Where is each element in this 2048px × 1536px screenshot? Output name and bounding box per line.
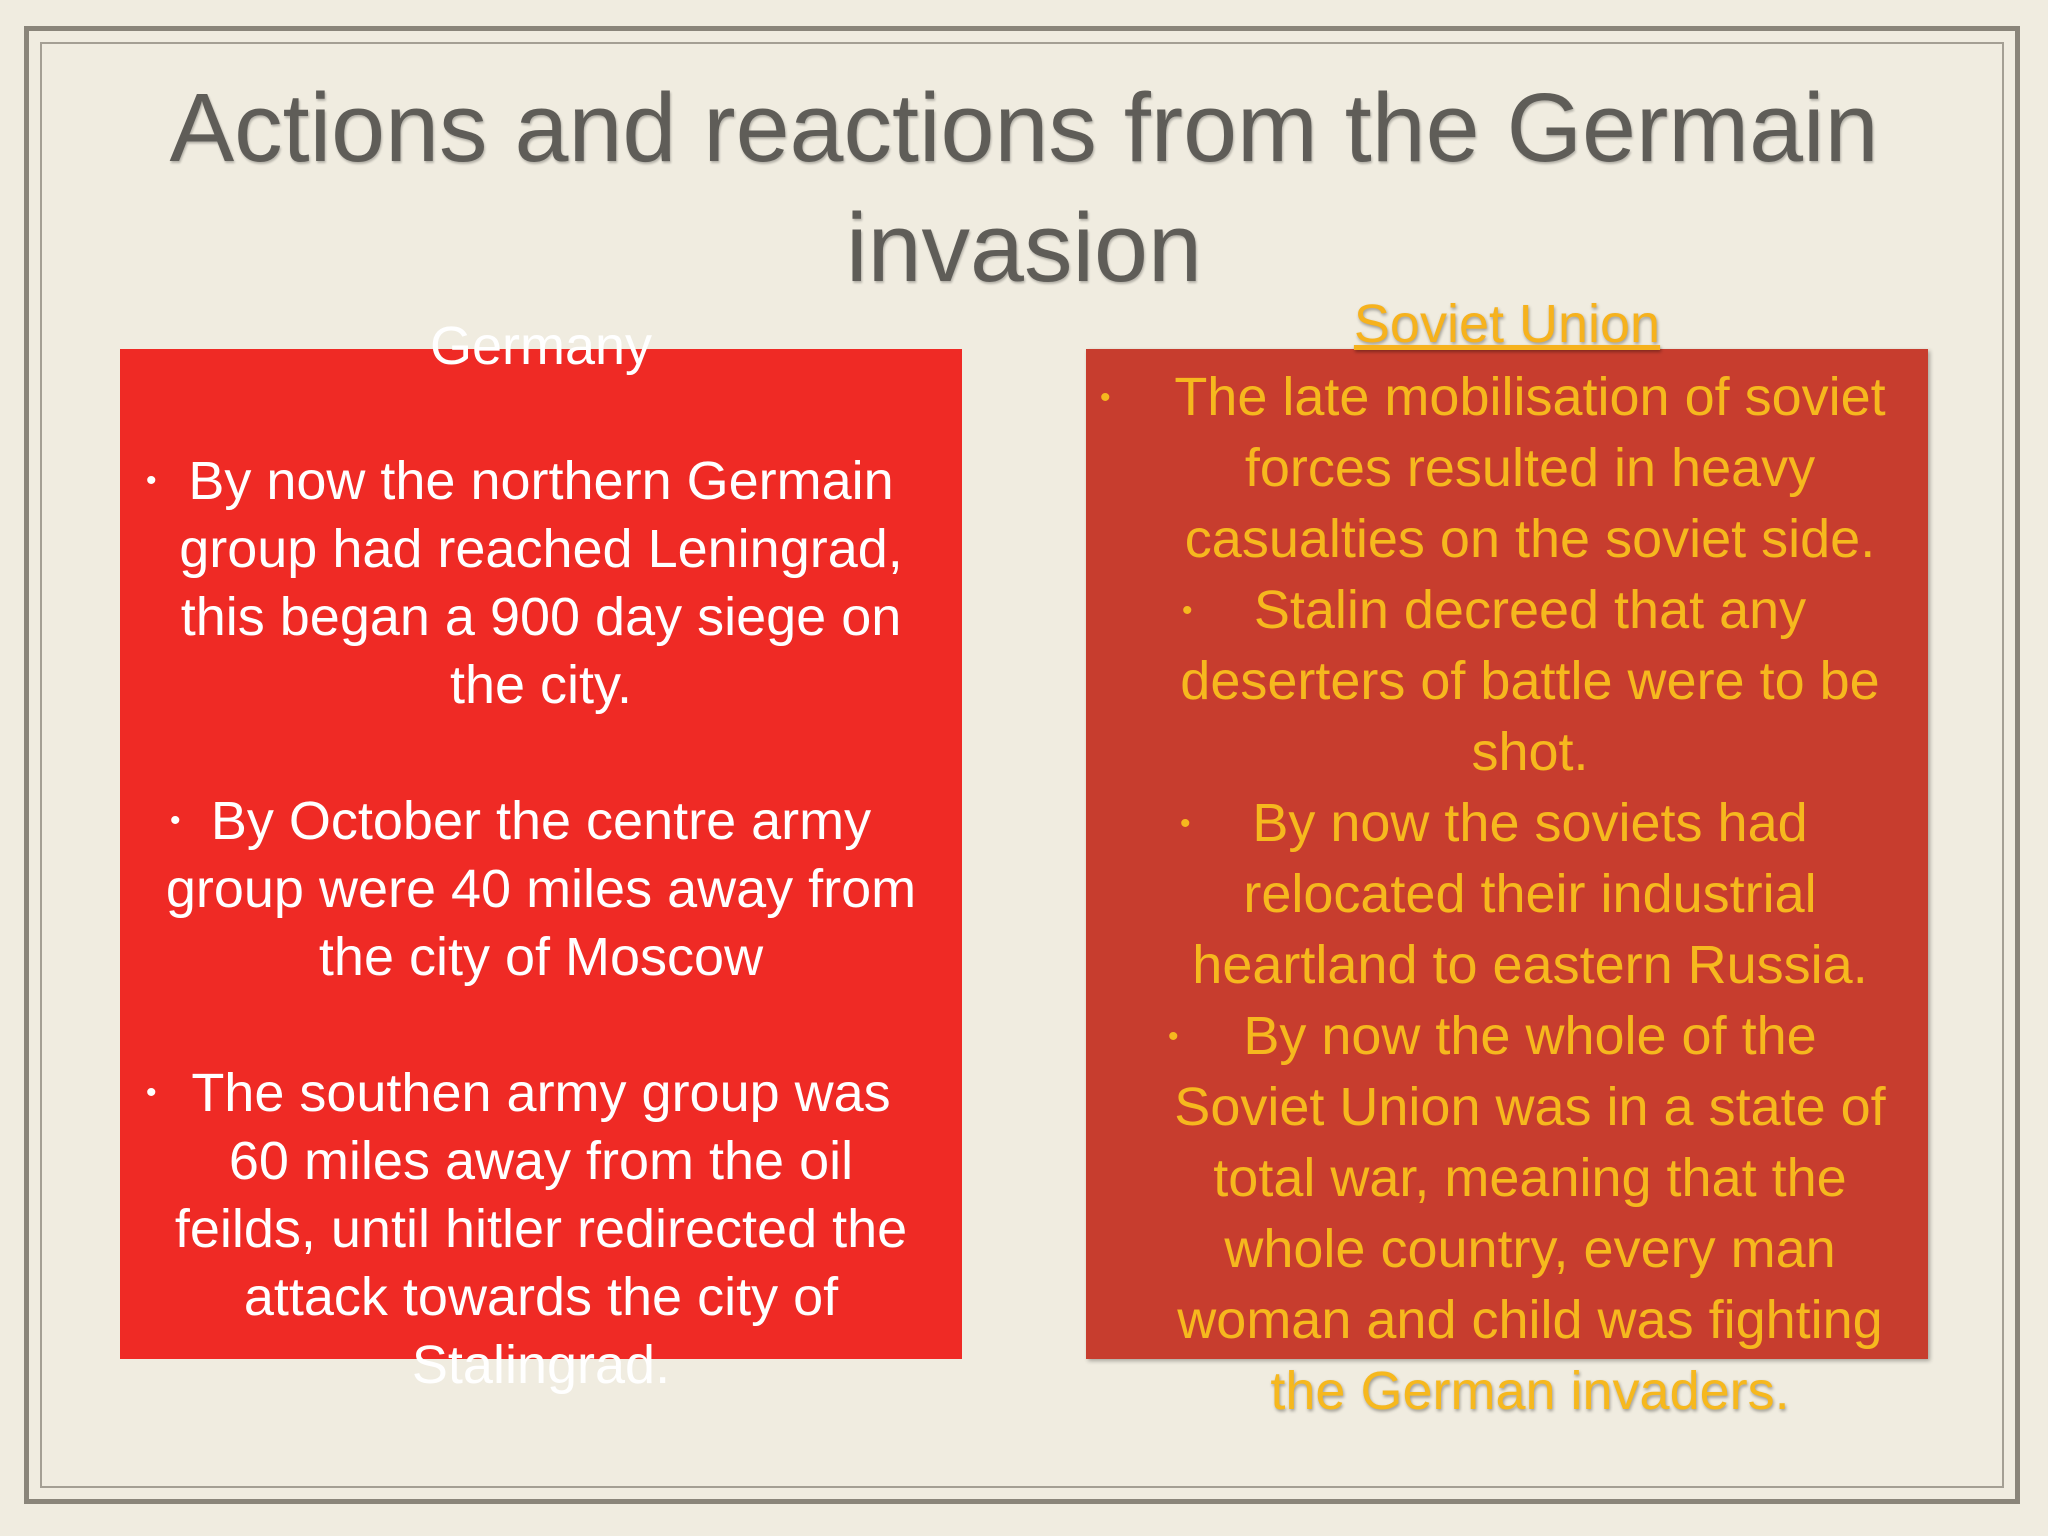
soviet-heading: Soviet Union <box>1353 294 1661 354</box>
bullet-line: The southen army group was <box>191 1063 891 1123</box>
bullet-line: group had reached Leningrad, <box>179 519 903 579</box>
slide-title-line-2: invasion <box>846 193 1202 302</box>
bullet-line: By now the northern Germain <box>188 451 894 511</box>
soviet-bullet-item <box>1100 362 1920 575</box>
bullet-icon: • <box>170 804 181 837</box>
bullet-line: deserters of battle were to be <box>1180 651 1880 711</box>
soviet-bullet-item <box>1100 1001 1920 1427</box>
bullet-line: Soviet Union was in a state of <box>1174 1077 1886 1137</box>
bullet-line: this began a 900 day siege on <box>180 587 902 647</box>
bullet-line: feilds, until hitler redirected the <box>174 1199 908 1259</box>
bullet-line: By October the centre army <box>210 791 872 851</box>
germany-bullet-item <box>140 1059 942 1399</box>
slide-title <box>120 68 1928 308</box>
bullet-line: the city. <box>449 655 633 715</box>
bullet-line: 60 miles away from the oil <box>228 1131 854 1191</box>
bullet-line: total war, meaning that the <box>1213 1148 1847 1208</box>
bullet-line: shot. <box>1471 722 1589 782</box>
bullet-line: the German invaders. <box>1270 1361 1790 1421</box>
bullet-line: woman and child was fighting <box>1177 1290 1883 1350</box>
soviet-bullet-item <box>1100 788 1920 1001</box>
bullet-line: Stalin decreed that any <box>1253 580 1807 640</box>
bullet-line: forces resulted in heavy <box>1244 438 1816 498</box>
germany-bullet-list <box>140 447 942 1399</box>
bullet-line: the city of Moscow <box>318 927 764 987</box>
bullet-line: By now the whole of the <box>1243 1006 1817 1066</box>
bullet-icon: • <box>1180 807 1191 840</box>
bullet-line: relocated their industrial <box>1243 864 1817 924</box>
slide-title-line-1: Actions and reactions from the Germain <box>169 73 1879 182</box>
soviet-bullet-item <box>1100 575 1920 788</box>
bullet-icon: • <box>146 1076 157 1109</box>
soviet-bullet-list <box>1100 362 1920 1427</box>
germany-bullet-item <box>140 787 942 991</box>
bullet-line: group were 40 miles away from <box>165 859 917 919</box>
bullet-line: Stalingrad. <box>411 1335 671 1395</box>
bullet-icon: • <box>1100 381 1111 414</box>
bullet-line: heartland to eastern Russia. <box>1192 935 1868 995</box>
bullet-icon: • <box>1168 1020 1179 1053</box>
bullet-line: The late mobilisation of soviet <box>1174 367 1886 427</box>
bullet-icon: • <box>146 464 157 497</box>
germany-heading: Germany <box>429 316 653 376</box>
bullet-line: casualties on the soviet side. <box>1184 509 1876 569</box>
bullet-line: whole country, every man <box>1224 1219 1836 1279</box>
bullet-icon: • <box>1182 594 1193 627</box>
bullet-line: By now the soviets had <box>1252 793 1808 853</box>
bullet-line: attack towards the city of <box>243 1267 839 1327</box>
germany-bullet-item <box>140 447 942 719</box>
